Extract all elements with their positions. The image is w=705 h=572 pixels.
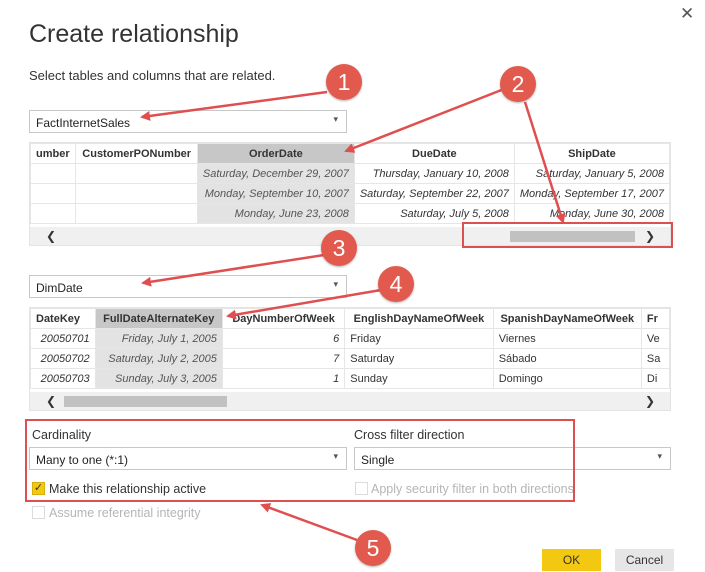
- chevron-down-icon: ▾: [657, 451, 662, 461]
- table-cell: Monday, June 23, 2008: [197, 204, 354, 224]
- table-cell: Saturday, January 5, 2008: [514, 164, 669, 184]
- scroll-right-icon[interactable]: ❯: [645, 394, 656, 408]
- cross-filter-value: Single: [361, 453, 395, 467]
- table2-col-header[interactable]: SpanishDayNameOfWeek: [493, 309, 641, 329]
- table1-col-header[interactable]: DueDate: [354, 144, 514, 164]
- table-cell: Monday, June 30, 2008: [514, 204, 669, 224]
- make-active-label: Make this relationship active: [49, 482, 207, 496]
- cardinality-value: Many to one (*:1): [36, 453, 129, 467]
- table2-col-header-selected[interactable]: FullDateAlternateKey: [95, 309, 222, 329]
- table-cell: Saturday: [345, 349, 493, 369]
- table-cell: Ve: [641, 329, 669, 349]
- table-cell: Saturday, December 29, 2007: [197, 164, 354, 184]
- scroll-left-icon[interactable]: ❮: [46, 394, 57, 408]
- cancel-button[interactable]: Cancel: [615, 549, 674, 571]
- table-cell: 20050701: [31, 329, 96, 349]
- table2-col-header[interactable]: Fr: [641, 309, 669, 329]
- callout-marker: 2: [500, 66, 536, 102]
- arrow-3: [143, 255, 324, 283]
- callout-marker: 5: [355, 530, 391, 566]
- dialog-title: Create relationship: [29, 20, 239, 48]
- table-cell: Viernes: [493, 329, 641, 349]
- table-cell: 20050703: [31, 369, 96, 389]
- table-cell: Sunday: [345, 369, 493, 389]
- table2-col-header[interactable]: DayNumberOfWeek: [222, 309, 344, 329]
- callout-marker: 3: [321, 230, 357, 266]
- table-cell: Saturday, September 22, 2007: [354, 184, 514, 204]
- table-cell: Monday, September 10, 2007: [197, 184, 354, 204]
- table2-dropdown-value: DimDate: [36, 281, 83, 295]
- dialog-subtitle: Select tables and columns that are related.: [29, 68, 276, 83]
- table-cell: 20050702: [31, 349, 96, 369]
- table-cell: 7: [222, 349, 344, 369]
- table2-col-header[interactable]: DateKey: [31, 309, 96, 329]
- table-cell: 6: [222, 329, 344, 349]
- ok-button[interactable]: OK: [542, 549, 601, 571]
- referential-integrity-label: Assume referential integrity: [49, 506, 201, 520]
- arrow-2b: [525, 102, 563, 222]
- scroll-left-icon[interactable]: ❮: [46, 229, 57, 243]
- table-cell: Sa: [641, 349, 669, 369]
- cross-filter-label: Cross filter direction: [354, 428, 465, 442]
- make-active-checkbox[interactable]: ✓: [33, 482, 44, 494]
- scroll-right-icon[interactable]: ❯: [645, 229, 656, 243]
- chevron-down-icon: ▾: [333, 451, 338, 461]
- table1-col-header[interactable]: ShipDate: [514, 144, 669, 164]
- table-cell: Monday, September 17, 2007: [514, 184, 669, 204]
- callout-marker: 1: [326, 64, 362, 100]
- table-cell: Sábado: [493, 349, 641, 369]
- table-cell: Saturday, July 5, 2008: [354, 204, 514, 224]
- callout-marker: 4: [378, 266, 414, 302]
- arrow-2a: [346, 89, 504, 151]
- arrow-4: [228, 290, 381, 316]
- table-cell: Friday, July 1, 2005: [95, 329, 222, 349]
- cardinality-label: Cardinality: [32, 428, 92, 442]
- table1-col-header-selected[interactable]: OrderDate: [197, 144, 354, 164]
- table1-col-header[interactable]: CustomerPONumber: [76, 144, 197, 164]
- table-cell: 1: [222, 369, 344, 389]
- table-cell: Saturday, July 2, 2005: [95, 349, 222, 369]
- table-cell: Thursday, January 10, 2008: [354, 164, 514, 184]
- chevron-down-icon: ▾: [333, 279, 338, 289]
- table-cell: Domingo: [493, 369, 641, 389]
- table2-col-header[interactable]: EnglishDayNameOfWeek: [345, 309, 493, 329]
- close-icon[interactable]: ✕: [680, 4, 695, 23]
- table-cell: Di: [641, 369, 669, 389]
- table-cell: Friday: [345, 329, 493, 349]
- arrow-1: [142, 92, 327, 117]
- chevron-down-icon: ▾: [333, 114, 338, 124]
- table1-dropdown-value: FactInternetSales: [36, 116, 131, 130]
- table1-col-header[interactable]: umber: [31, 144, 76, 164]
- arrow-5: [262, 505, 357, 540]
- security-filter-label: Apply security filter in both directions: [371, 482, 574, 496]
- table-cell: Sunday, July 3, 2005: [95, 369, 222, 389]
